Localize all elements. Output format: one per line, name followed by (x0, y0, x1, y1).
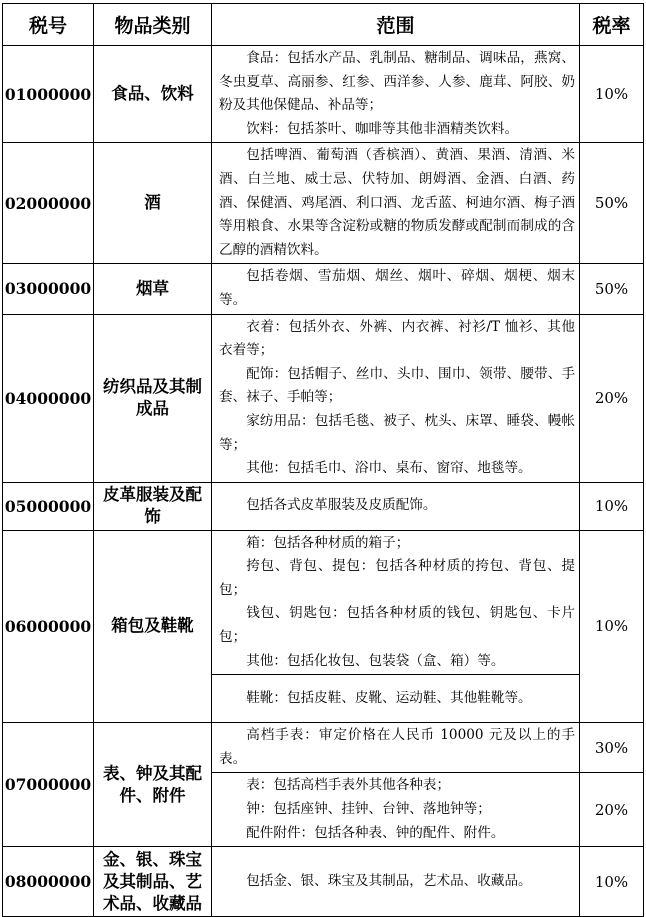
table-row (3, 143, 644, 264)
tax-rate: 30% (580, 723, 644, 773)
tax-rate: 20% (580, 773, 644, 847)
scope-line: 鞋靴：包括皮鞋、皮靴、运动鞋、其他鞋靴等。 (246, 689, 532, 706)
item-scope (212, 530, 580, 675)
tax-code: 07000000 (3, 723, 94, 847)
table-row (3, 264, 644, 314)
tax-rate: 50% (580, 264, 644, 314)
item-scope (212, 482, 580, 530)
item-scope (212, 314, 580, 482)
tax-rate: 10% (580, 847, 644, 917)
item-scope (212, 723, 580, 773)
item-category: 皮革服装及配饰 (94, 482, 212, 530)
item-scope (212, 675, 580, 723)
item-scope (212, 773, 580, 847)
tax-rate: 10% (580, 482, 644, 530)
scope-line: 高档手表：审定价格在人民币 10000 元及以上的手表。 (219, 727, 575, 767)
scope-line: 包括各式皮革服装及皮质配饰。 (246, 497, 437, 514)
tax-rate: 10% (580, 46, 644, 143)
item-category: 纺织品及其制成品 (94, 314, 212, 482)
tax-code: 02000000 (3, 143, 94, 264)
item-category: 金、银、珠宝及其制品、艺术品、收藏品 (94, 847, 212, 917)
scope-line: 箱：包括各种材质的箱子； (246, 534, 410, 551)
item-scope (212, 46, 580, 143)
scope-line: 包括金、银、珠宝及其制品，艺术品、收藏品。 (246, 872, 532, 889)
header-row (3, 4, 644, 46)
scope-line: 其他：包括化妆包、包装袋（盒、箱）等。 (246, 652, 505, 669)
scope-line: 家纺用品：包括毛毯、被子、枕头、床罩、睡袋、幔帐等； (219, 412, 575, 453)
table-row (3, 46, 644, 143)
table-row (3, 847, 644, 917)
item-scope (212, 264, 580, 314)
scope-line: 配饰：包括帽子、丝巾、头巾、围巾、领带、腰带、手套、袜子、手帕等； (219, 365, 575, 406)
header-rate: 税率 (580, 4, 644, 46)
tax-code: 08000000 (3, 847, 94, 917)
scope-line: 钱包、钥匙包：包括各种材质的钱包、钥匙包、卡片包； (219, 605, 575, 646)
tax-rate: 10% (580, 530, 644, 723)
scope-line: 挎包、背包、提包：包括各种材质的挎包、背包、提包； (219, 558, 575, 598)
table-row (3, 530, 644, 675)
tax-code: 06000000 (3, 530, 94, 723)
header-category: 物品类别 (94, 4, 212, 46)
tax-rate: 20% (580, 314, 644, 482)
table-row (3, 314, 644, 482)
item-category: 食品、饮料 (94, 46, 212, 143)
scope-line: 衣着：包括外衣、外裤、内衣裤、衬衫/T 恤衫、其他衣着等； (219, 318, 575, 359)
tax-code: 01000000 (3, 46, 94, 143)
item-scope (212, 143, 580, 264)
item-category: 烟草 (94, 264, 212, 314)
item-scope (212, 847, 580, 917)
header-code: 税号 (3, 4, 94, 46)
scope-line: 饮料：包括茶叶、咖啡等其他非酒精类饮料。 (246, 120, 519, 137)
scope-line: 食品：包括水产品、乳制品、糖制品、调味品，燕窝、冬虫夏草、高丽参、红参、西洋参、人参、鹿茸、阿胶、奶粉及其他保健品、补品等； (219, 50, 575, 114)
scope-line: 其他：包括毛巾、浴巾、桌布、窗帘、地毯等。 (246, 460, 532, 477)
tax-code: 04000000 (3, 314, 94, 482)
scope-line: 包括卷烟、雪茄烟、烟丝、烟叶、碎烟、烟梗、烟末等。 (219, 268, 575, 308)
item-category: 酒 (94, 143, 212, 264)
tariff-table (2, 3, 644, 917)
item-category: 箱包及鞋靴 (94, 530, 212, 723)
scope-line: 钟：包括座钟、挂钟、台钟、落地钟等； (246, 801, 491, 818)
scope-line: 表：包括高档手表外其他各种表； (246, 777, 451, 794)
tax-code: 03000000 (3, 264, 94, 314)
scope-line: 包括啤酒、葡萄酒（香槟酒）、黄酒、果酒、清酒、米酒、白兰地、威士忌、伏特加、朗姆酒、金酒、白酒、药酒、保健酒、鸡尾酒、利口酒、龙舌蓝、柯迪尔酒、梅子酒等用粮食、水果等含淀粉或糖的物质发酵或配制而制成的含乙醇的酒精饮料。 (219, 147, 575, 258)
table-row (3, 723, 644, 773)
item-category: 表、钟及其配件、附件 (94, 723, 212, 847)
table-row (3, 482, 644, 530)
tax-code: 05000000 (3, 482, 94, 530)
scope-line: 配件附件：包括各种表、钟的配件、附件。 (246, 824, 505, 841)
header-scope: 范围 (212, 4, 580, 46)
tax-rate: 50% (580, 143, 644, 264)
